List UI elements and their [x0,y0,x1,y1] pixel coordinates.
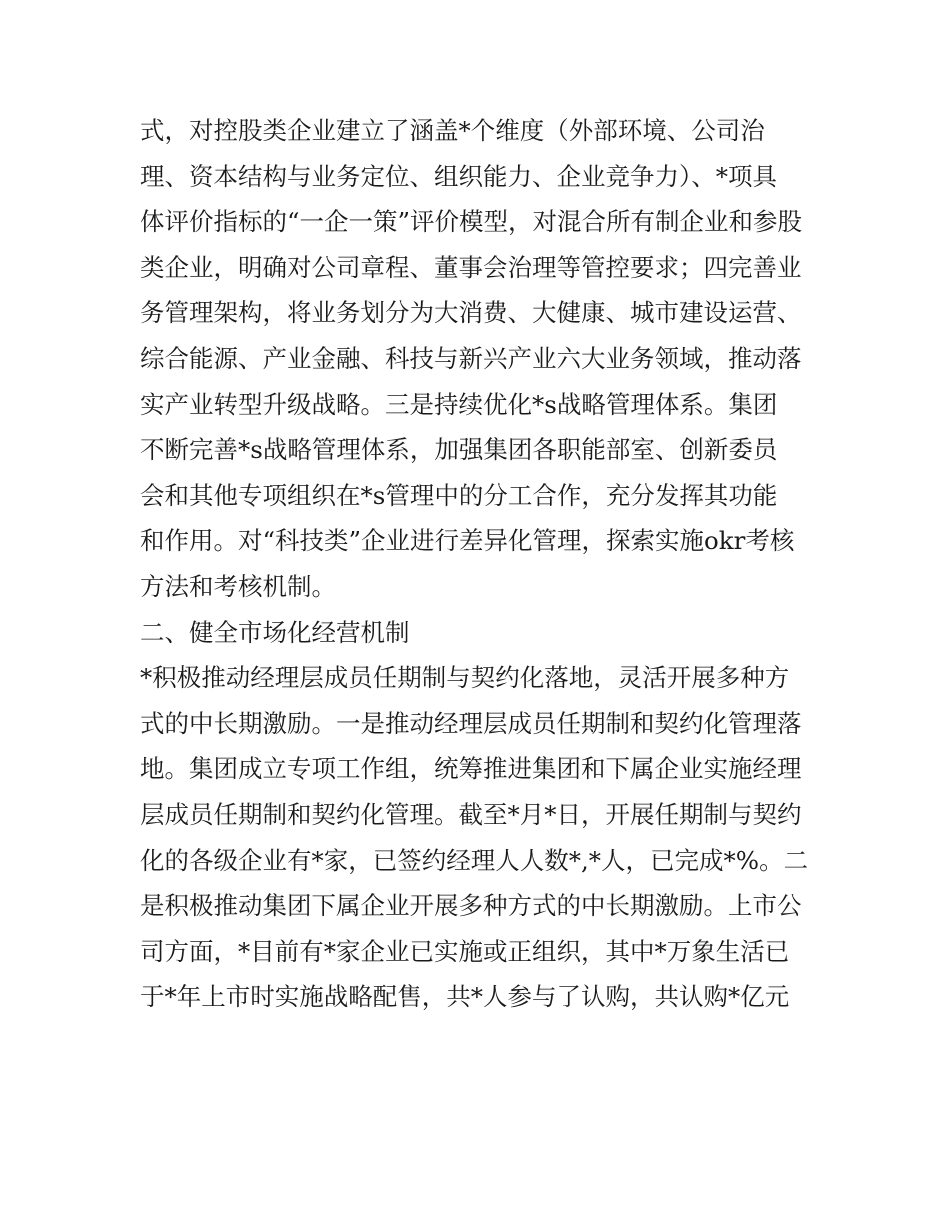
text-line: 式，对控股类企业建立了涵盖*个维度（外部环境、公司治 [140,116,765,145]
section-heading: 二、健全市场化经营机制 [140,617,410,647]
text-line: 不断完善*s战略管理体系，加强集团各职能部室、创新委员 [140,435,778,465]
text-line: 务管理架构，将业务划分为大消费、大健康、城市建设运营、 [140,298,802,328]
text-line: 司方面，*目前有*家企业已实施或正组织，其中*万象生活已 [140,936,790,966]
text-line: 实产业转型升级战略。三是持续优化*s战略管理体系。集团 [140,389,778,419]
text-line: 是积极推动集团下属企业开展多种方式的中长期激励。上市公 [140,891,802,921]
text-line: *积极推动经理层成员任期制与契约化落地，灵活开展多种方 [140,663,790,693]
text-line: 于*年上市时实施战略配售，共*人参与了认购，共认购*亿元 [140,982,790,1012]
text-line: 理、资本结构与业务定位、组织能力、企业竞争力）、*项具 [140,161,777,191]
text-line: 地。集团成立专项工作组，统筹推进集团和下属企业实施经理 [140,754,802,784]
text-line: 层成员任期制和契约化管理。截至*月*日，开展任期制与契约 [140,799,802,829]
text-line: 式的中长期激励。一是推动经理层成员任期制和契约化管理落 [140,708,802,738]
text-line: 类企业，明确对公司章程、董事会治理等管控要求；四完善业 [140,252,802,282]
text-line: 化的各级企业有*家，已签约经理人人数*,*人，已完成*%。二 [140,845,809,875]
text-line: 方法和考核机制。 [140,571,336,601]
text-line: 综合能源、产业金融、科技与新兴产业六大业务领域，推动落 [140,343,802,373]
text-line: 和作用。对“科技类”企业进行差异化管理，探索实施okr考核 [140,526,795,556]
text-line: 会和其他专项组织在*s管理中的分工合作，充分发挥其功能 [140,480,778,510]
text-line: 体评价指标的“一企一策”评价模型，对混合所有制企业和参股 [140,207,803,237]
body-text [140,108,820,1020]
